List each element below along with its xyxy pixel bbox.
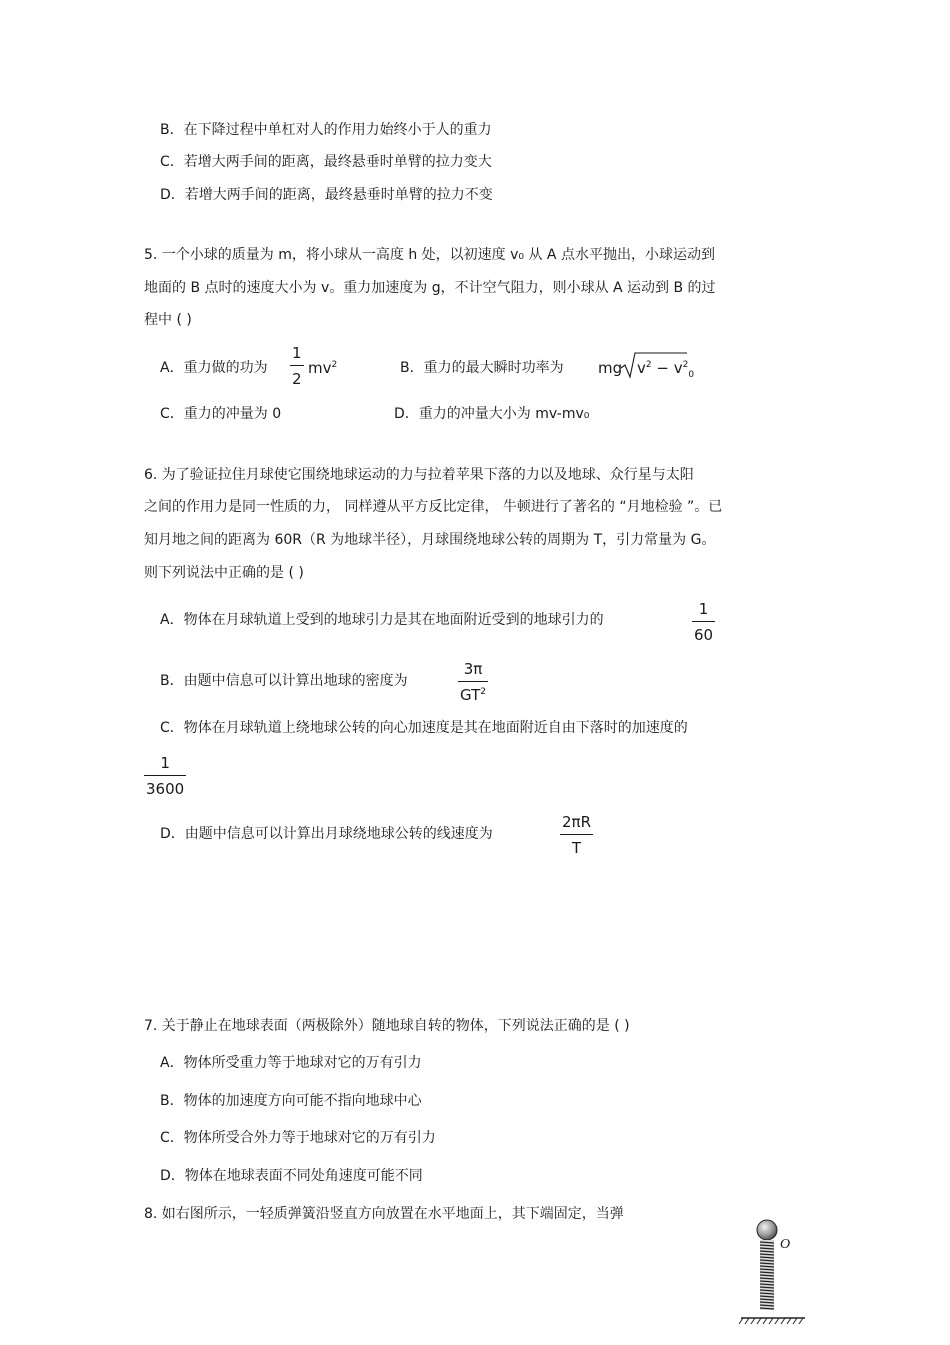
q7-option-c: C．物体所受合外力等于地球对它的万有引力 bbox=[160, 1130, 436, 1146]
q7-option-a: A．物体所受重力等于地球对它的万有引力 bbox=[160, 1055, 422, 1071]
q5-stem-line1: 5. 一个小球的质量为 m，将小球从一高度 h 处，以初速度 v₀ 从 A 点水平抛出，小球运动到 bbox=[144, 247, 715, 263]
q5-option-a: A．重力做的功为 bbox=[160, 360, 268, 376]
q6-stem-line1: 6. 为了验证拉住月球使它围绕地球运动的力与拉着苹果下落的力以及地球、众行星与太阳 bbox=[144, 467, 694, 483]
q6-option-d-fraction bbox=[560, 813, 593, 857]
q6-option-b: B．由题中信息可以计算出地球的密度为 bbox=[160, 673, 408, 689]
q5-option-d: D．重力的冲量大小为 mv-mv₀ bbox=[394, 406, 590, 422]
q7-option-b: B．物体的加速度方向可能不指向地球中心 bbox=[160, 1093, 422, 1109]
spring-ball-figure bbox=[735, 1212, 810, 1330]
q6-stem-line4: 则下列说法中正确的是 ( ) bbox=[144, 565, 304, 581]
ball bbox=[757, 1220, 777, 1240]
fraction-numerator: 1 bbox=[292, 344, 302, 362]
q5-option-b-radicand: $v^2 - v^2_0$ bbox=[637, 359, 695, 380]
q6-option-b-fraction bbox=[458, 660, 488, 704]
q7-stem: 7. 关于静止在地球表面（两极除外）随地球自转的物体，下列说法正确的是 ( ) bbox=[144, 1018, 630, 1034]
fraction-numerator: 2πR bbox=[562, 813, 591, 831]
ground-base bbox=[739, 1318, 805, 1324]
fraction-numerator: 1 bbox=[160, 754, 170, 772]
q5-option-b: B．重力的最大瞬时功率为 bbox=[400, 360, 564, 376]
figure-label-o: O bbox=[780, 1237, 791, 1252]
fraction-denominator: 60 bbox=[694, 626, 714, 644]
q8-stem: 8. 如右图所示，一轻质弹簧沿竖直方向放置在水平地面上，其下端固定，当弹 bbox=[144, 1206, 624, 1222]
fraction-numerator: 1 bbox=[698, 600, 709, 618]
q5-option-a-fraction bbox=[290, 344, 304, 388]
q4-option-b: B．在下降过程中单杠对人的作用力始终小于人的重力 bbox=[160, 122, 492, 138]
q6-option-c-fraction bbox=[144, 754, 186, 798]
q5-option-c: C．重力的冲量为 0 bbox=[160, 406, 282, 422]
q5-stem-line2: 地面的 B 点时的速度大小为 v。重力加速度为 g，不计空气阻力，则小球从 A 运动到 B 的过 bbox=[144, 280, 716, 296]
fraction-numerator: 3π bbox=[463, 660, 483, 678]
q7-option-d: D．物体在地球表面不同处角速度可能不同 bbox=[160, 1168, 423, 1184]
q6-stem-line3: 知月地之间的距离为 60R（R 为地球半径），月球围绕地球公转的周期为 T，引力常量为 G。 bbox=[144, 532, 716, 548]
q4-option-c: C．若增大两手间的距离，最终悬垂时单臂的拉力变大 bbox=[160, 154, 492, 170]
q6-option-a-fraction bbox=[692, 600, 715, 644]
q5-option-a-term: $mv^2$ bbox=[308, 359, 338, 377]
q4-option-d: D．若增大两手间的距离，最终悬垂时单臂的拉力不变 bbox=[160, 187, 493, 203]
q5-option-b-prefix: mg bbox=[598, 359, 623, 377]
fraction-denominator: T bbox=[571, 839, 582, 857]
q6-option-c: C．物体在月球轨道上绕地球公转的向心加速度是其在地面附近自由下落时的加速度的 bbox=[160, 720, 688, 736]
spring bbox=[760, 1240, 774, 1310]
q6-option-a: A．物体在月球轨道上受到的地球引力是其在地面附近受到的地球引力的 bbox=[160, 612, 604, 628]
fraction-denominator: 3600 bbox=[146, 780, 185, 798]
q6-stem-line2: 之间的作用力是同一性质的力， 同样遵从平方反比定律， 牛顿进行了著名的 “月地检验 ”。已 bbox=[144, 499, 723, 515]
q6-option-d: D．由题中信息可以计算出月球绕地球公转的线速度为 bbox=[160, 826, 493, 842]
q5-stem-line3: 程中 ( ) bbox=[144, 312, 192, 328]
fraction-denominator: 2 bbox=[292, 370, 302, 388]
fraction-denominator: $GT^2$ bbox=[460, 686, 486, 704]
